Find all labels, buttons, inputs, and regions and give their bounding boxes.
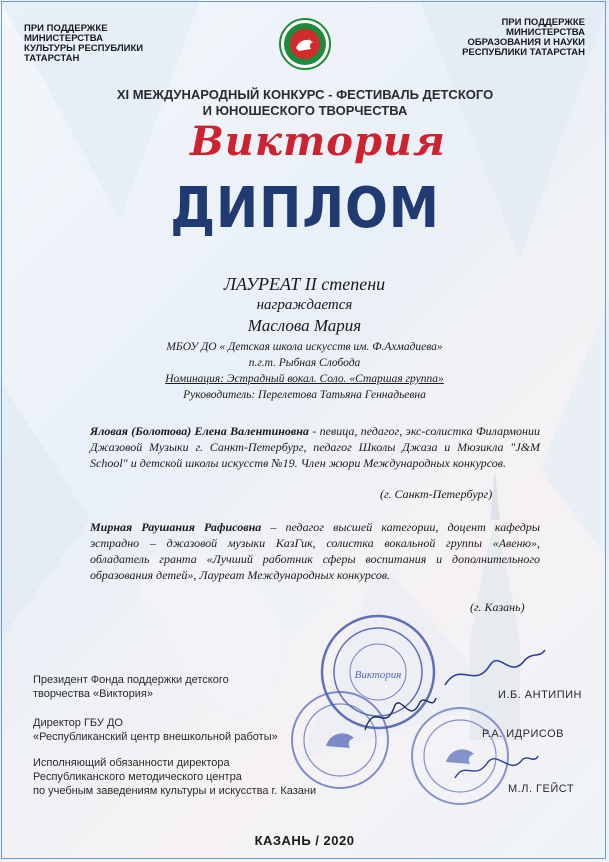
jury-member [90, 519, 540, 583]
signatory-title-line: «Республиканский центр внешкольной работы» [33, 731, 278, 743]
tatarstan-emblem-icon [279, 18, 331, 70]
jury-member-city: (г. Казань) [470, 600, 525, 614]
signatory-title-line: творчества «Виктория» [33, 688, 153, 700]
sponsor-left-line: ТАТАРСТАН [24, 53, 80, 64]
signatory-name: Р.А. ИДРИСОВ [482, 728, 564, 740]
signatory-title-line: Директор ГБУ ДО [33, 717, 123, 729]
jury-member-name: Мирная Раушания Рафисовна [90, 520, 262, 534]
sponsor-left-line: ПРИ ПОДДЕРЖКЕ [24, 23, 108, 34]
stamp-text: Виктория [354, 669, 402, 681]
jury-member-bio: - певица, педагог, экс-солистка Филармонии Джазовой Музыки г. Санкт-Петербург, педагог Школы Джаза и Мюзикла "J&M School" и детской школы искусств №19. Член жюри Международных конкурсов. [90, 424, 541, 470]
signatory-title-line: Республиканского методического центра [33, 771, 242, 783]
signatory-title [33, 716, 333, 744]
recipient-name: Маслова Мария [247, 316, 362, 335]
brand-name: Виктория [190, 118, 446, 165]
sponsor-culture [24, 24, 184, 64]
sponsor-right-line: РЕСПУБЛИКИ ТАТАРСТАН [462, 47, 585, 58]
jury-member-name: Яловая (Болотова) Елена Валентиновна [90, 424, 309, 438]
signature-idrisov [360, 690, 440, 740]
town-name: п.г.т. Рыбная Слобода [248, 357, 361, 369]
sponsor-right-line: МИНИСТЕРСТВА [506, 27, 585, 38]
jury-member-city: (г. Санкт-Петербург) [380, 487, 493, 501]
nomination [0, 373, 609, 385]
jury-member-bio: – педагог высшей категории, доцент кафедры эстрадно – джазовой музыки КазГик, солистка вокальной группы «Авеню», обладатель гранта «Лучший работник сферы воспитания и дополнительного образования детей», Лауреат Международных конкурсов. [90, 520, 540, 582]
sponsor-education [435, 18, 585, 58]
awarded-label: награждается [256, 297, 353, 313]
signatory-title [33, 673, 283, 701]
school-name: МБОУ ДО « Детская школа искусств им. Ф.Ахмадиева» [166, 341, 443, 353]
sponsor-right-line: ПРИ ПОДДЕРЖКЕ [501, 17, 585, 28]
nomination-text: Номинация: Эстрадный вокал. Соло. «Старшая группа» [165, 373, 444, 385]
sponsor-left-line: МИНИСТЕРСТВА [24, 33, 103, 44]
diploma-heading: ДИПЛОМ [170, 176, 440, 241]
award-degree: ЛАУРЕАТ II степени [223, 274, 386, 294]
signatory-name: И.Б. АНТИПИН [498, 689, 582, 701]
sponsor-right-line: ОБРАЗОВАНИЯ И НАУКИ [467, 37, 585, 48]
sponsor-left-line: КУЛЬТУРЫ РЕСПУБЛИКИ [24, 43, 144, 54]
signatory-title-line: Президент Фонда поддержки детского [33, 674, 229, 686]
signatory-title-line: Исполняющий обязанности директора [33, 757, 230, 769]
footer-city-year: КАЗАНЬ / 2020 [254, 833, 355, 848]
signature-geist [450, 748, 540, 788]
signatory-title [33, 756, 363, 798]
signatory-name: М.Л. ГЕЙСТ [508, 783, 575, 795]
leader: Руководитель: Перелетова Татьяна Геннадьевна [183, 389, 426, 401]
jury-member [90, 423, 540, 471]
signatory-title-line: по учебным заведениям культуры и искусства г. Казани [33, 785, 317, 797]
festival-title-line2: И ЮНОШЕСКОГО ТВОРЧЕСТВА [202, 103, 408, 118]
festival-title [90, 87, 520, 119]
festival-title-line1: XI МЕЖДУНАРОДНЫЙ КОНКУРС - ФЕСТИВАЛЬ ДЕТСКОГО [116, 87, 494, 102]
